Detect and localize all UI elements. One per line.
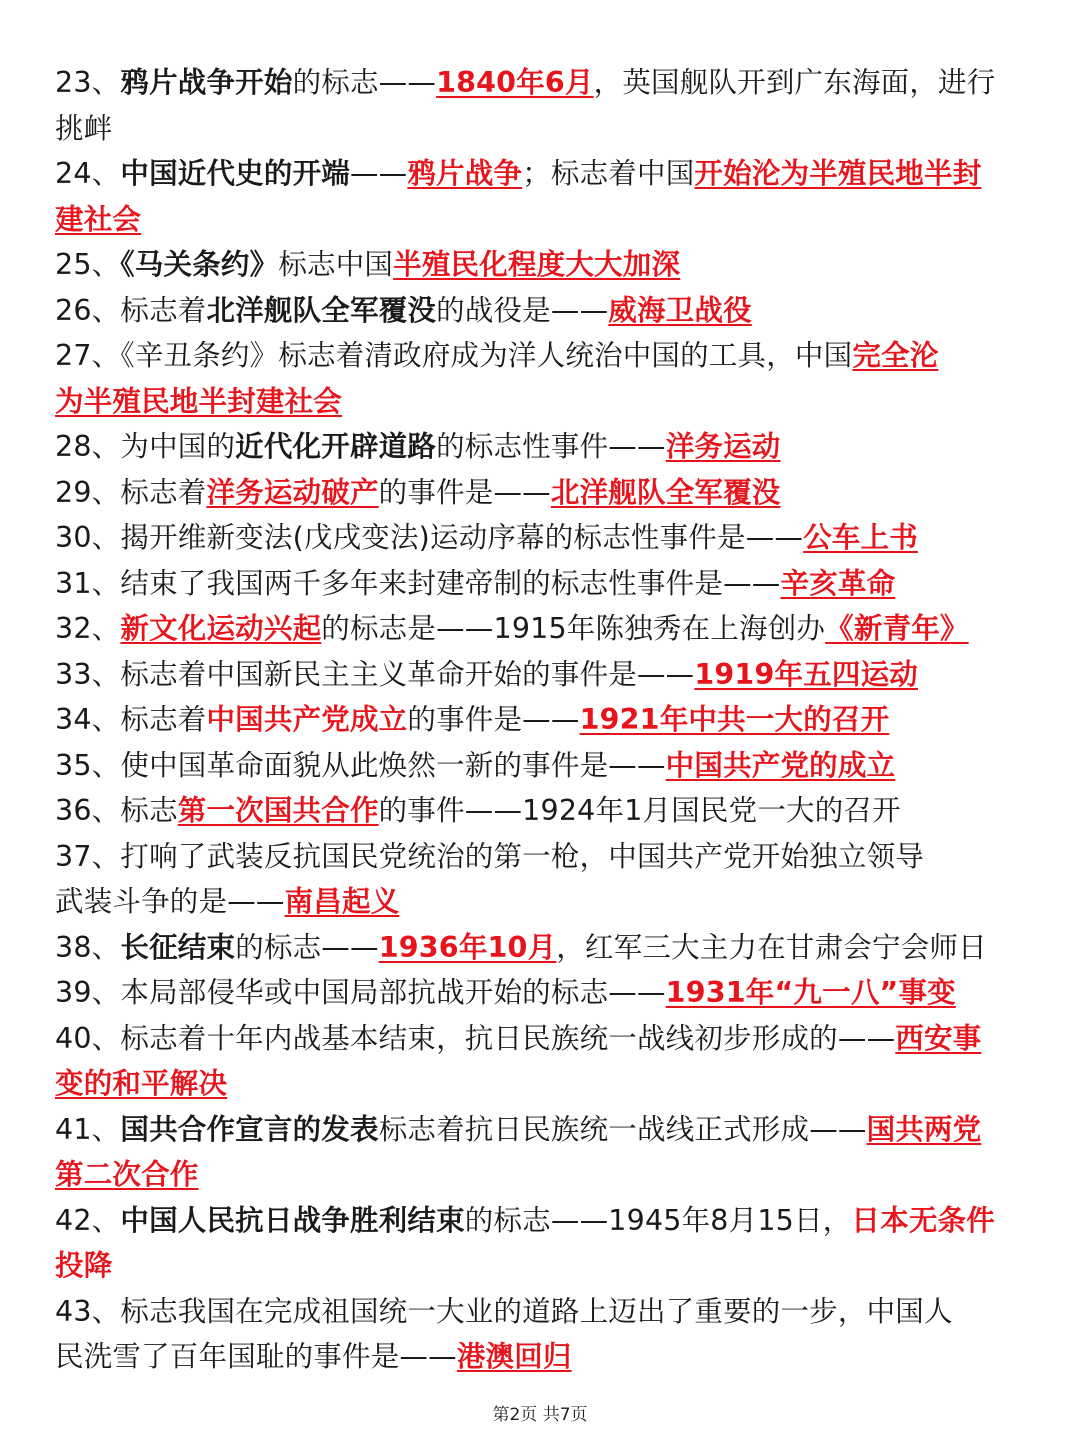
text-line (55, 1198, 1035, 1244)
bold-term: 鸦片战争开始 (120, 66, 293, 99)
text-line (55, 424, 1035, 470)
text-segment: 标志着抗日民族统一战线正式形成—— (378, 1112, 867, 1146)
text-line (55, 652, 1035, 698)
highlight-answer: 国共两党 (866, 1112, 982, 1146)
highlight-answer: 1921年中共一大的召开 (579, 703, 890, 736)
text-line (55, 1243, 1035, 1289)
text-line (55, 60, 1035, 106)
text-segment: 39、本局部侵华或中国局部抗战开始的标志—— (55, 976, 666, 1009)
text-segment: 的标志—— (292, 66, 437, 99)
highlight-answer: 1936年10月 (378, 930, 557, 964)
highlight-answer: 《新青年》 (825, 612, 969, 645)
bold-term: 国共合作宣言的发表 (120, 1112, 379, 1146)
highlight-answer: 第一次国共合作 (177, 794, 379, 827)
text-segment: ，英国舰队开到广东海面，进行 (593, 66, 996, 99)
text-segment: 的标志—— (235, 930, 379, 964)
bold-term: 《马关条约》 (120, 248, 279, 281)
text-segment: 的事件是—— (407, 703, 580, 736)
highlight-answer: 洋务运动 (665, 430, 781, 463)
text-line (55, 288, 1035, 334)
text-line (55, 151, 1035, 197)
text-segment: 的事件——1924年1月国民党一大的召开 (378, 794, 901, 827)
text-line (55, 834, 1035, 880)
text-line (55, 515, 1035, 561)
text-segment: 29、标志着 (55, 475, 207, 509)
text-segment: 27、《辛丑条约》标志着清政府成为洋人统治中国的工具，中国 (55, 339, 853, 372)
highlight-answer: 公车上书 (803, 521, 918, 554)
highlight-answer: 洋务运动破产 (206, 475, 379, 509)
text-segment: 36、标志 (55, 794, 178, 827)
text-line (55, 106, 1035, 152)
text-segment: 的标志——1945年8月15日， (464, 1203, 852, 1237)
text-line (55, 925, 1035, 971)
text-segment: 41、 (55, 1112, 121, 1146)
highlight-answer: 开始沦为半殖民地半封 (694, 157, 982, 190)
text-line (55, 561, 1035, 607)
text-line (55, 1152, 1035, 1198)
text-line (55, 1107, 1035, 1153)
text-line (55, 879, 1035, 925)
bold-term: 中国近代史的开端 (120, 157, 350, 190)
highlight-answer: 1931年“九一八”事变 (665, 976, 956, 1009)
text-segment: 38、 (55, 930, 121, 964)
text-segment: 30、揭开维新变法(戊戌变法)运动序幕的标志性事件是—— (55, 521, 804, 554)
highlight-answer: 1840年6月 (436, 66, 594, 99)
text-segment: 31、结束了我国两千多年来封建帝制的标志性事件是—— (55, 566, 781, 600)
text-line (55, 697, 1035, 743)
text-line (55, 242, 1035, 288)
highlight-answer: 日本无条件 (851, 1203, 995, 1237)
highlight-answer: 威海卫战役 (608, 293, 752, 327)
text-segment: 40、标志着十年内战基本结束，抗日民族统一战线初步形成的—— (55, 1021, 896, 1055)
text-segment: 43、标志我国在完成祖国统一大业的道路上迈出了重要的一步，中国人 (55, 1294, 953, 1328)
highlight-answer: 西安事 (895, 1021, 982, 1055)
highlight-answer: 建社会 (55, 202, 142, 236)
text-segment: 挑衅 (55, 111, 113, 145)
document-body (55, 60, 1035, 1380)
bold-term: 长征结束 (120, 930, 236, 964)
text-line (55, 970, 1035, 1016)
highlight-answer: 中国共产党的成立 (665, 748, 896, 782)
text-segment: 武装斗争的是—— (55, 885, 285, 918)
text-line (55, 470, 1035, 516)
text-segment: 25、 (55, 248, 121, 281)
text-segment: 24、 (55, 157, 121, 190)
highlight-answer: 中国共产党成立 (206, 703, 408, 736)
text-segment: 的标志是——1915年陈独秀在上海创办 (321, 612, 826, 645)
highlight-answer: 港澳回归 (456, 1340, 572, 1373)
bold-term: 近代化开辟道路 (235, 430, 437, 463)
text-segment: 34、标志着 (55, 703, 207, 736)
bold-term: 中国人民抗日战争胜利结束 (120, 1203, 465, 1237)
text-line (55, 333, 1035, 379)
text-line (55, 1061, 1035, 1107)
highlight-answer: 北洋舰队全军覆没 (550, 475, 781, 509)
text-segment: 33、标志着中国新民主主义革命开始的事件是—— (55, 657, 695, 691)
text-segment: ；标志着中国 (522, 157, 695, 190)
text-line (55, 606, 1035, 652)
highlight-answer: 完全沦 (852, 339, 939, 372)
highlight-answer: 半殖民化程度大大加深 (393, 248, 681, 281)
text-segment: —— (349, 157, 408, 190)
highlight-answer: 为半殖民地半封建社会 (55, 384, 343, 418)
text-line (55, 743, 1035, 789)
text-segment: 的标志性事件—— (436, 430, 666, 463)
text-segment: 标志中国 (278, 248, 394, 281)
text-segment: 的事件是—— (378, 475, 551, 509)
highlight-answer: 鸦片战争 (407, 157, 523, 190)
highlight-answer: 第二次合作 (55, 1158, 199, 1191)
text-line (55, 1289, 1035, 1335)
text-line (55, 379, 1035, 425)
text-line (55, 788, 1035, 834)
highlight-answer: 辛亥革命 (780, 566, 896, 600)
highlight-answer: 变的和平解决 (55, 1067, 228, 1100)
text-segment: 37、打响了武装反抗国民党统治的第一枪，中国共产党开始独立领导 (55, 839, 924, 873)
text-line (55, 1016, 1035, 1062)
text-segment: 民洗雪了百年国耻的事件是—— (55, 1340, 457, 1373)
text-segment: 23、 (55, 66, 121, 99)
page-footer: 第2页 共7页 (492, 1405, 588, 1425)
text-segment: 35、使中国革命面貌从此焕然一新的事件是—— (55, 748, 666, 782)
text-segment: ，红军三大主力在甘肃会宁会师日 (556, 930, 987, 964)
text-segment: 32、 (55, 612, 121, 645)
text-segment: 26、标志着 (55, 293, 207, 327)
bold-term: 北洋舰队全军覆没 (206, 293, 437, 327)
highlight-answer: 1919年五四运动 (694, 657, 918, 691)
text-line (55, 197, 1035, 243)
highlight-answer: 新文化运动兴起 (120, 612, 322, 645)
text-segment: 42、 (55, 1203, 121, 1237)
text-segment: 的战役是—— (436, 293, 609, 327)
highlight-answer: 投降 (55, 1249, 113, 1282)
text-segment: 28、为中国的 (55, 430, 236, 463)
highlight-answer: 南昌起义 (284, 885, 400, 918)
text-line (55, 1334, 1035, 1380)
